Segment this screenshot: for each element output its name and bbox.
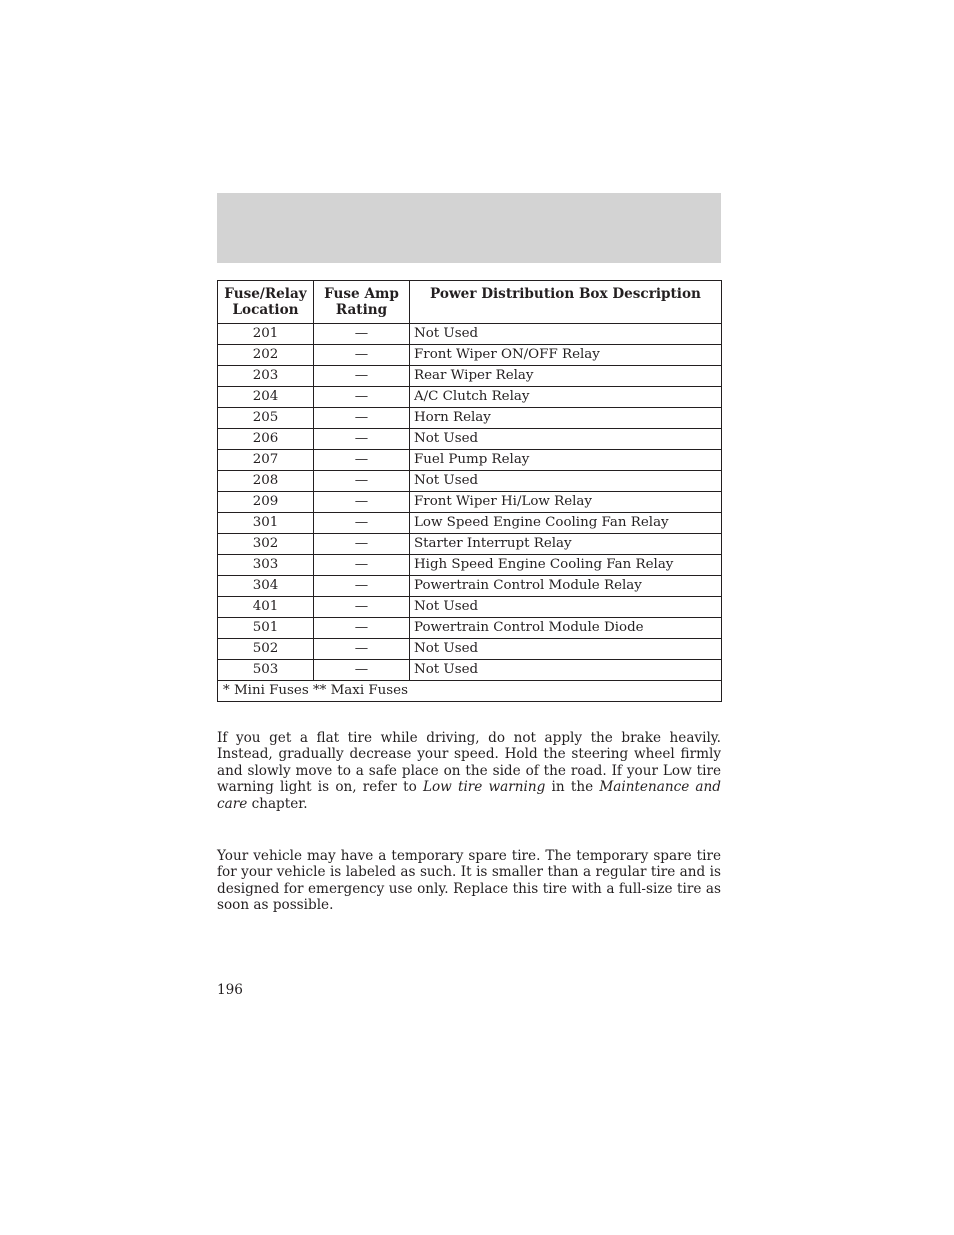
cell-description: Not Used (410, 639, 722, 660)
cell-rating: — (314, 639, 410, 660)
cell-description: Not Used (410, 660, 722, 681)
cell-description: Front Wiper ON/OFF Relay (410, 345, 722, 366)
table-row (218, 408, 722, 429)
spare-tire-paragraph: Your vehicle may have a temporary spare tire. The temporary spare tire for your vehicle is labeled as such. It is smaller than a regular tire and is designed for emergency use only. Replace this tire with a full-size tire as soon as possible. (217, 848, 721, 914)
cell-location: 304 (218, 576, 314, 597)
cell-description: A/C Clutch Relay (410, 387, 722, 408)
cell-description: Not Used (410, 597, 722, 618)
header-location-line1: Fuse/Relay (224, 286, 307, 302)
table-row (218, 324, 722, 345)
cell-rating: — (314, 408, 410, 429)
table-row (218, 555, 722, 576)
cell-rating: — (314, 660, 410, 681)
cell-location: 204 (218, 387, 314, 408)
table-row (218, 450, 722, 471)
header-rating-line2: Rating (335, 302, 388, 318)
fuse-table (217, 280, 722, 702)
cell-location: 502 (218, 639, 314, 660)
cell-description: Not Used (410, 471, 722, 492)
cell-rating: — (314, 513, 410, 534)
cell-rating: — (314, 555, 410, 576)
cell-rating: — (314, 576, 410, 597)
table-row (218, 513, 722, 534)
cell-location: 209 (218, 492, 314, 513)
table-row (218, 660, 722, 681)
table-row (218, 492, 722, 513)
cell-location: 205 (218, 408, 314, 429)
table-row (218, 597, 722, 618)
cell-location: 201 (218, 324, 314, 345)
cell-location: 208 (218, 471, 314, 492)
cell-description: Powertrain Control Module Diode (410, 618, 722, 639)
cell-location: 501 (218, 618, 314, 639)
cell-rating: — (314, 618, 410, 639)
cell-rating: — (314, 324, 410, 345)
cell-rating: — (314, 492, 410, 513)
section-header-band (217, 193, 721, 263)
cell-description: Powertrain Control Module Relay (410, 576, 722, 597)
table-row (218, 345, 722, 366)
cell-rating: — (314, 429, 410, 450)
table-row (218, 639, 722, 660)
cell-rating: — (314, 450, 410, 471)
cell-description: Not Used (410, 429, 722, 450)
flat-tire-text-after: chapter. (247, 795, 308, 812)
cell-description: Front Wiper Hi/Low Relay (410, 492, 722, 513)
header-location (218, 281, 314, 324)
flat-tire-text-mid: in the (545, 779, 600, 796)
cell-location: 301 (218, 513, 314, 534)
flat-tire-text-before: If you get a flat tire while driving, do not apply the brake heavily. Instead, gradually decrease your speed. Hold the steering wheel firmly and slowly move to a safe place on the side of the road. If your Low tire warning light is on, refer to (217, 730, 721, 796)
cell-description: Starter Interrupt Relay (410, 534, 722, 555)
table-footnote: * Mini Fuses ** Maxi Fuses (218, 681, 722, 702)
table-header-row (218, 281, 722, 324)
header-description: Power Distribution Box Description (410, 281, 722, 324)
cell-location: 302 (218, 534, 314, 555)
maintenance-chapter-reference: Maintenance and care (217, 779, 721, 812)
cell-description: Not Used (410, 324, 722, 345)
low-tire-warning-reference: Low tire warning (422, 779, 546, 796)
cell-location: 206 (218, 429, 314, 450)
cell-description: Fuel Pump Relay (410, 450, 722, 471)
cell-rating: — (314, 471, 410, 492)
table-row (218, 618, 722, 639)
table-row (218, 576, 722, 597)
cell-rating: — (314, 597, 410, 618)
cell-location: 202 (218, 345, 314, 366)
table-row (218, 471, 722, 492)
header-rating-line1: Fuse Amp (324, 286, 399, 302)
header-rating (314, 281, 410, 324)
cell-description: Low Speed Engine Cooling Fan Relay (410, 513, 722, 534)
cell-location: 503 (218, 660, 314, 681)
cell-location: 303 (218, 555, 314, 576)
cell-rating: — (314, 366, 410, 387)
cell-location: 207 (218, 450, 314, 471)
cell-rating: — (314, 345, 410, 366)
cell-description: Rear Wiper Relay (410, 366, 722, 387)
table-footnote-row (218, 681, 722, 702)
cell-location: 203 (218, 366, 314, 387)
cell-rating: — (314, 534, 410, 555)
flat-tire-paragraph (217, 730, 721, 812)
header-location-line2: Location (232, 302, 299, 318)
cell-description: Horn Relay (410, 408, 722, 429)
table-row (218, 534, 722, 555)
page-number: 196 (217, 982, 243, 998)
table-body (218, 324, 722, 681)
cell-location: 401 (218, 597, 314, 618)
table-row (218, 429, 722, 450)
cell-description: High Speed Engine Cooling Fan Relay (410, 555, 722, 576)
cell-rating: — (314, 387, 410, 408)
table-row (218, 366, 722, 387)
table-row (218, 387, 722, 408)
